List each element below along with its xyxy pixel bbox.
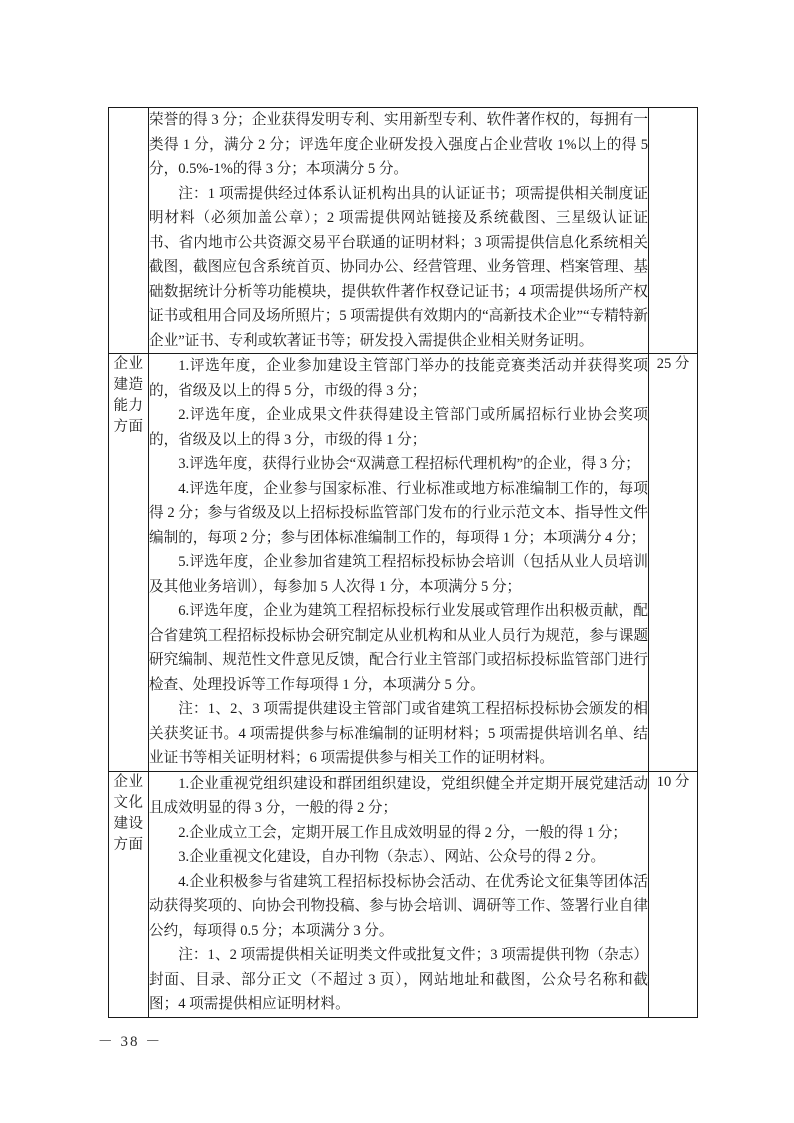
category-line: 方面 (113, 419, 144, 435)
table-row (109, 354, 698, 772)
content-paragraph: 3.企业重视文化建设，自办刊物（杂志）、网站、公众号的得 2 分。 (178, 849, 606, 865)
row-content-cell (149, 771, 649, 1017)
category-line: 方面 (113, 836, 144, 853)
evaluation-score-table (108, 107, 698, 1018)
content-paragraph: 1.评选年度，企业参加建设主管部门举办的技能竞赛类活动并获得奖项的，省级及以上的得 5 分，市级的得 3 分； (149, 358, 648, 399)
category-line: 能力 (113, 398, 144, 414)
row-score-cell (649, 108, 698, 354)
category-line: 企业 (113, 356, 144, 372)
content-paragraph: 荣誉的得 3 分；企业获得发明专利、实用新型专利、软件著作权的，每拥有一类得 1 分，满分 2 分；评选年度企业研发投入强度占企业营收 1%以上的得 5 分，0.5%-1%的得 3 分；本项满分 5 分。 (149, 112, 648, 177)
content-paragraph: 注：1、2、3 项需提供建设主管部门或省建筑工程招标投标协会颁发的相关获奖证书。4 项需提供参与标准编制的证明材料；5 项需提供培训名单、结业证书等相关证明材料；6 项需提供参与相关工作的证明材料。 (149, 701, 648, 766)
content-paragraph: 注：1、2 项需提供相关证明类文件或批复文件；3 项需提供刊物（杂志）封面、目录、部分正文（不超过 3 页），网站地址和截图，公众号名称和截图；4 项需提供相应证明材料。 (149, 947, 648, 1012)
content-paragraph: 2.评选年度，企业成果文件获得建设主管部门或所属招标行业协会奖项的，省级及以上的得 3 分，市级的得 1 分； (149, 407, 648, 448)
table-row (109, 771, 698, 1017)
table-row (109, 108, 698, 354)
row-score-cell: 25 分 (649, 354, 698, 772)
category-line: 文化 (113, 794, 144, 811)
content-paragraph: 3.评选年度，获得行业协会“双满意工程招标代理机构”的企业，得 3 分； (178, 456, 640, 472)
content-paragraph: 6.评选年度，企业为建筑工程招标投标行业发展或管理作出积极贡献，配合省建筑工程招标投标协会研究制定从业机构和从业人员行为规范，参与课题研究编制、规范性文件意见反馈，配合行业主管部门或招标投标监管部门进行检查、处理投诉等工作每项得 1 分，本项满分 5 分。 (149, 603, 648, 693)
content-paragraph: 4.评选年度，企业参与国家标准、行业标准或地方标准编制工作的，每项得 2 分；参与省级及以上招标投标监管部门发布的行业示范文本、指导性文件编制的，每项 2 分；参与团体标准编制工作的，每项得 1 分；本项满分 4 分； (149, 480, 648, 546)
row-score-cell: 10 分 (649, 771, 698, 1017)
content-paragraph: 5.评选年度，企业参加省建筑工程招标投标协会培训（包括从业人员培训及其他业务培训），每参加 5 人次得 1 分，本项满分 5 分； (149, 554, 648, 595)
content-paragraph: 4.企业积极参与省建筑工程招标投标协会活动、在优秀论文征集等团体活动获得奖项的、向协会刊物投稿、参与协会培训、调研等工作、签署行业自律公约，每项得 0.5 分；本项满分 3 分。 (149, 873, 648, 939)
category-line: 建造 (113, 377, 144, 393)
page-number: － 38 － (97, 1034, 163, 1050)
category-line: 建设 (113, 815, 144, 832)
content-paragraph: 1.企业重视党组织建设和群团组织建设，党组织健全并定期开展党建活动且成效明显的得 3 分，一般的得 2 分； (149, 775, 648, 816)
row-content-cell (149, 108, 649, 354)
row-category-cell (109, 354, 149, 772)
content-paragraph: 2.企业成立工会，定期开展工作且成效明显的得 2 分，一般的得 1 分； (178, 824, 627, 841)
row-category-cell (109, 771, 149, 1017)
content-paragraph: 注：1 项需提供经过体系认证机构出具的认证证书；项需提供相关制度证明材料（必须加盖公章）；2 项需提供网站链接及系统截图、三星级认证证书、省内地市公共资源交易平台联通的证明材料；3 项需提供信息化系统相关截图，截图应包含系统首页、协同办公、经营管理、业务管理、档案管理、基础数据统计分析等功能模块，提供软件著作权登记证书；4 项需提供场所产权证书或租用合同及场所照片；5 项需提供有效期内的“高新技术企业”“专精特新企业”证书、专利或软著证书等；研发投入需提供企业相关财务证明。 (149, 185, 648, 349)
category-line: 企业 (113, 773, 144, 790)
row-content-cell (149, 354, 649, 772)
row-category-cell (109, 108, 149, 354)
